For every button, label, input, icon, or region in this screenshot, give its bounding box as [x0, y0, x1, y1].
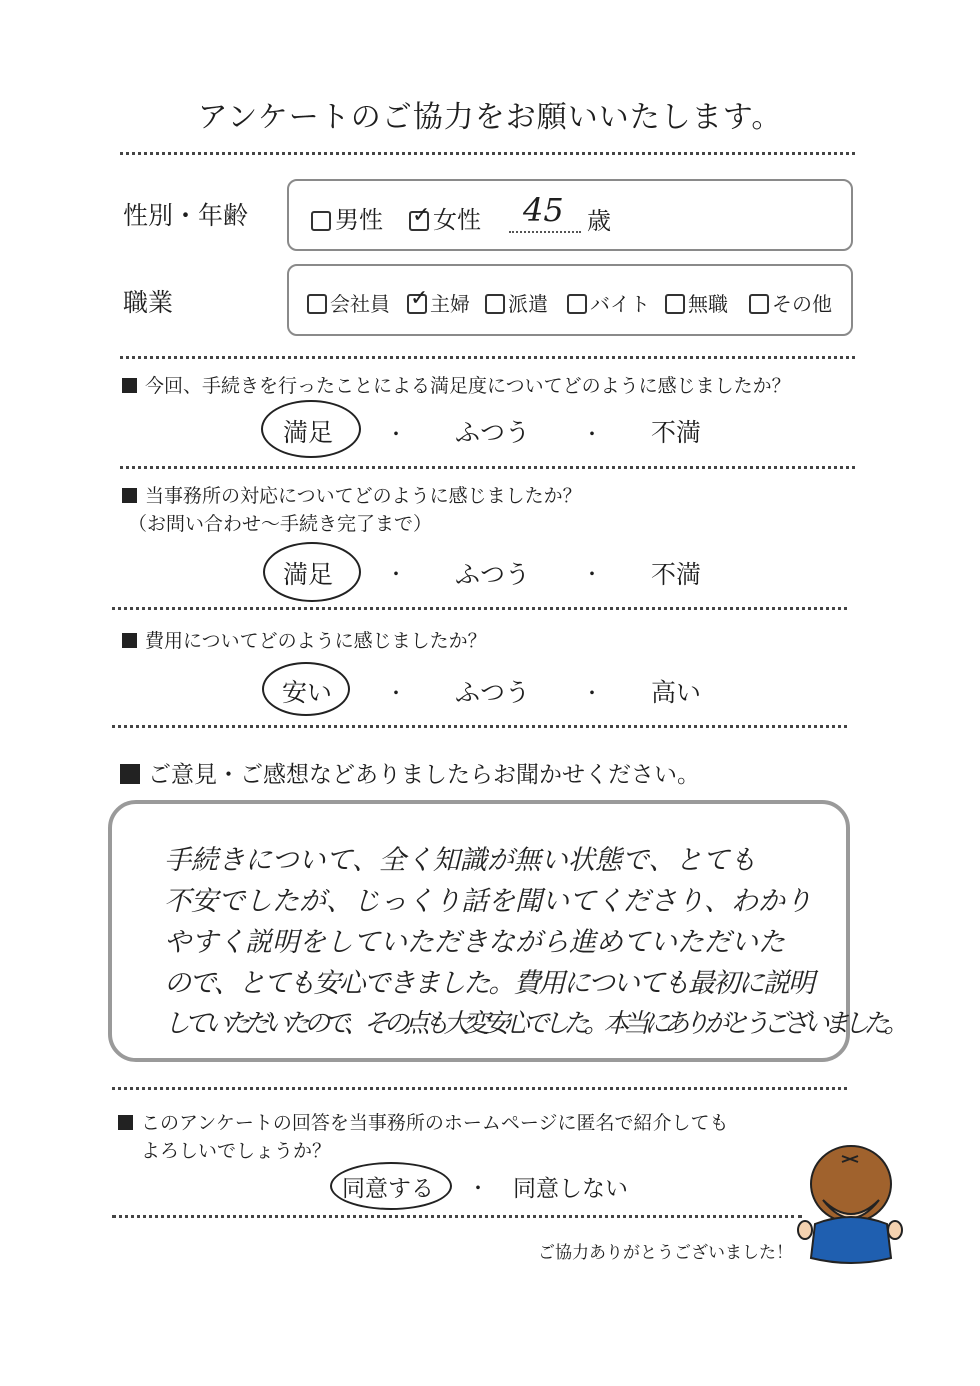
- divider: [112, 725, 847, 728]
- consent-option-agree[interactable]: 同意する: [342, 1176, 434, 1202]
- q1-option-satisfied[interactable]: 満足: [283, 418, 334, 447]
- q2-option-satisfied[interactable]: 満足: [283, 560, 334, 589]
- mascot-body: [811, 1217, 891, 1263]
- bullet-square-icon: [122, 633, 137, 648]
- male-checkbox[interactable]: [311, 211, 331, 231]
- divider: [112, 1087, 847, 1090]
- bullet-square-icon: [122, 378, 137, 393]
- bullet-square-icon: [120, 764, 140, 784]
- bullet-square-icon: [118, 1115, 133, 1130]
- mascot-right-hand: [888, 1221, 902, 1239]
- divider: [112, 1215, 802, 1218]
- separator-dot: ・: [582, 422, 602, 446]
- separator-dot: ・: [386, 422, 406, 446]
- mascot-left-hand: [798, 1221, 812, 1239]
- comment-line: 手続きについて、全く知識が無い状態で、とても: [164, 845, 757, 876]
- office-worker-checkbox[interactable]: [307, 294, 327, 314]
- q2-question: 当事務所の対応についてどのように感じましたか？: [122, 481, 582, 508]
- comment-line: ので、とても安心できました。費用についても最初に説明: [164, 968, 813, 999]
- comment-line: していただいたので、その点も大変安心でした。本当にありがとうございました。: [164, 1009, 904, 1039]
- occupation-box: [287, 264, 853, 336]
- occupation-option-office-worker[interactable]: 会社員: [307, 288, 390, 317]
- separator-dot: ・: [386, 562, 406, 586]
- gender-option-female[interactable]: ✓ 女性: [409, 200, 481, 235]
- part-time-checkbox[interactable]: [567, 294, 587, 314]
- gender-age-label: 性別・年齢: [123, 201, 249, 230]
- q2-subtext: （お問い合わせ～手続き完了まで）: [128, 513, 433, 535]
- q3-option-expensive[interactable]: 高い: [651, 678, 702, 707]
- occupation-option-housewife[interactable]: ✓ 主婦: [407, 288, 470, 317]
- occupation-option-temp[interactable]: 派遣: [485, 288, 548, 317]
- consent-question-line2: よろしいでしょうか？: [141, 1140, 332, 1162]
- bullet-square-icon: [122, 488, 137, 503]
- mascot-hair: [811, 1146, 891, 1222]
- age-value: 45: [523, 191, 564, 229]
- gender-option-male[interactable]: 男性: [311, 200, 383, 235]
- separator-dot: ・: [582, 562, 602, 586]
- separator-dot: ・: [468, 1176, 488, 1200]
- housewife-checkbox[interactable]: [407, 294, 427, 314]
- q3-question: 費用についてどのように感じましたか？: [122, 626, 487, 653]
- comments-box[interactable]: [108, 800, 904, 1062]
- age-field[interactable]: [509, 191, 581, 233]
- bowing-person-illustration: [795, 1140, 905, 1270]
- separator-dot: ・: [386, 681, 406, 705]
- thanks-message: ご協力ありがとうございました！: [538, 1243, 793, 1263]
- comments-text: [164, 840, 904, 1045]
- q3-option-neutral[interactable]: ふつう: [455, 678, 531, 707]
- survey-title: アンケートのご協力をお願いいたします。: [197, 100, 783, 135]
- divider: [120, 466, 855, 469]
- divider: [120, 152, 855, 155]
- q2-option-dissatisfied[interactable]: 不満: [651, 560, 702, 589]
- comment-line: 不安でしたが、じっくり話を聞いてくださり、わかり: [164, 886, 812, 917]
- temp-checkbox[interactable]: [485, 294, 505, 314]
- gender-age-box: [287, 179, 853, 251]
- consent-question: このアンケートの回答を当事務所のホームページに匿名で紹介しても: [118, 1108, 728, 1135]
- q1-option-neutral[interactable]: ふつう: [455, 418, 531, 447]
- occupation-option-unemployed[interactable]: 無職: [665, 288, 728, 317]
- occupation-option-part-time[interactable]: バイト: [567, 288, 650, 317]
- divider: [120, 356, 855, 359]
- female-checkbox[interactable]: [409, 211, 429, 231]
- age-unit: 歳: [587, 207, 611, 235]
- comment-line: やすく説明をしていただきながら進めていただいた: [164, 927, 785, 958]
- q1-option-dissatisfied[interactable]: 不満: [651, 418, 702, 447]
- occupation-label: 職業: [123, 288, 174, 317]
- comments-heading: ご意見・ご感想などありましたらお聞かせください。: [120, 756, 700, 789]
- consent-option-disagree[interactable]: 同意しない: [513, 1176, 628, 1202]
- divider: [112, 607, 847, 610]
- other-checkbox[interactable]: [749, 294, 769, 314]
- separator-dot: ・: [582, 681, 602, 705]
- q3-option-cheap[interactable]: 安い: [282, 678, 333, 707]
- q2-option-neutral[interactable]: ふつう: [455, 560, 531, 589]
- occupation-option-other[interactable]: その他: [749, 288, 832, 317]
- q1-question: 今回、手続きを行ったことによる満足度についてどのように感じましたか？: [122, 371, 791, 398]
- unemployed-checkbox[interactable]: [665, 294, 685, 314]
